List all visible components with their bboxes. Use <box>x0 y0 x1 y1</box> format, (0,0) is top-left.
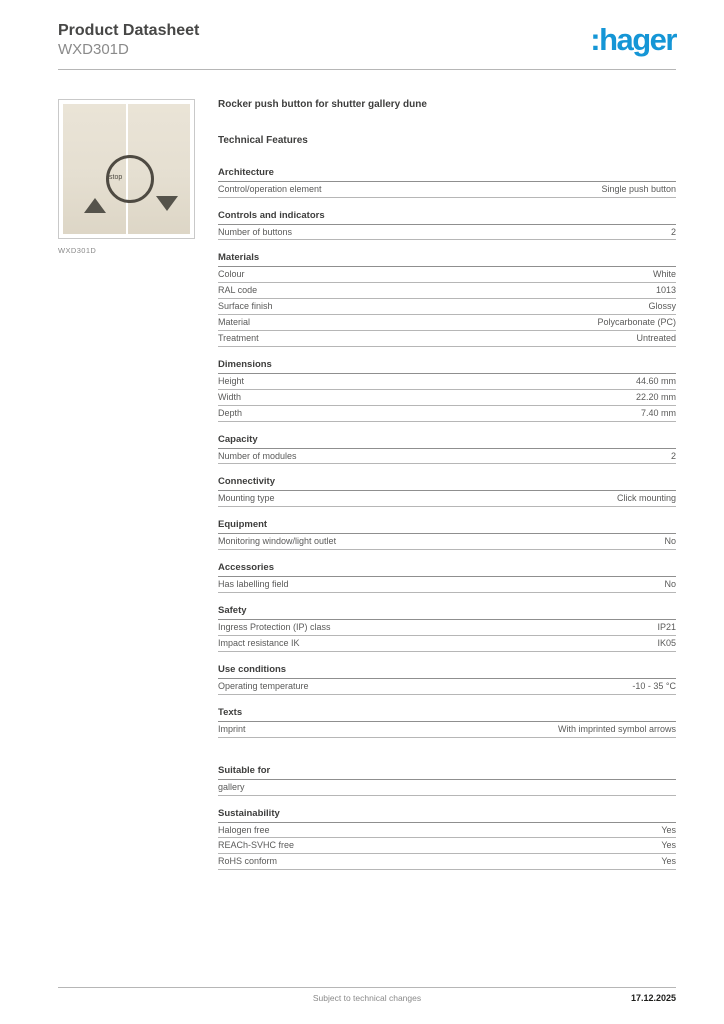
section-safety <box>218 605 676 652</box>
section-title: Materials <box>218 252 676 267</box>
spec-label: Number of buttons <box>218 226 293 237</box>
spec-label: Material <box>218 317 251 328</box>
spec-row <box>218 679 676 695</box>
spec-row <box>218 315 676 331</box>
spec-row <box>218 390 676 406</box>
spec-value: Untreated <box>636 332 676 343</box>
spec-row <box>218 182 676 198</box>
spec-label: gallery <box>218 781 245 792</box>
footer-note: Subject to technical changes <box>312 993 422 1003</box>
spec-label: Control/operation element <box>218 183 322 194</box>
section-title: Equipment <box>218 519 676 534</box>
spec-row <box>218 374 676 390</box>
section-capacity <box>218 434 676 465</box>
spec-label: Operating temperature <box>218 680 309 691</box>
spec-row <box>218 299 676 315</box>
technical-features-heading: Technical Features <box>218 134 308 146</box>
rocker-switch-graphic <box>63 104 190 234</box>
section-architecture <box>218 167 676 198</box>
arrow-down-icon <box>156 196 178 211</box>
section-title: Safety <box>218 605 676 620</box>
section-materials <box>218 252 676 346</box>
spec-value: 1013 <box>655 285 676 296</box>
spec-label: RoHS conform <box>218 856 278 867</box>
spec-label: Halogen free <box>218 824 270 835</box>
section-title: Controls and indicators <box>218 210 676 225</box>
spec-row <box>218 225 676 241</box>
spec-value: 22.20 mm <box>635 391 676 402</box>
section-connectivity <box>218 476 676 507</box>
spec-row <box>218 577 676 593</box>
page-header <box>0 0 724 59</box>
product-image <box>58 99 195 239</box>
section-dimensions <box>218 359 676 422</box>
footer-row <box>58 993 676 1004</box>
spec-row <box>218 854 676 870</box>
page-title: Product Datasheet <box>58 22 200 39</box>
stop-label: stop <box>109 173 123 181</box>
spec-label: Colour <box>218 269 245 280</box>
spec-value: Single push button <box>601 183 676 194</box>
spec-label: Height <box>218 375 245 386</box>
product-reference: WXD301D <box>58 41 129 59</box>
spec-row <box>218 331 676 347</box>
section-controls-and-indicators <box>218 210 676 241</box>
spec-value: 7.40 mm <box>640 407 676 418</box>
spec-value: 2 <box>670 226 676 237</box>
spec-value: Yes <box>661 856 676 867</box>
section-accessories <box>218 562 676 593</box>
section-title: Accessories <box>218 562 676 577</box>
page-footer <box>58 987 676 1004</box>
spec-value: -10 - 35 °C <box>632 680 676 691</box>
spec-value: 44.60 mm <box>635 375 676 386</box>
footer-divider <box>58 987 676 988</box>
section-title: Suitable for <box>218 765 676 780</box>
product-image-column <box>58 99 195 255</box>
spec-label: Depth <box>218 407 243 418</box>
spec-row <box>218 636 676 652</box>
spec-row <box>218 449 676 465</box>
spec-value: Polycarbonate (PC) <box>597 317 676 328</box>
spec-label: Ingress Protection (IP) class <box>218 622 331 633</box>
spec-value: Yes <box>661 840 676 851</box>
spec-value: IK05 <box>657 638 676 648</box>
content-area <box>0 70 724 883</box>
spec-label: Impact resistance IK <box>218 638 300 648</box>
spec-row <box>218 283 676 299</box>
spec-row <box>218 620 676 636</box>
spec-label: Treatment <box>218 332 259 343</box>
spec-row <box>218 838 676 854</box>
section-title: Architecture <box>218 167 676 182</box>
product-name: Rocker push button for shutter gallery dune <box>218 98 427 110</box>
spec-row <box>218 722 676 738</box>
section-use-conditions <box>218 664 676 695</box>
spec-row <box>218 267 676 283</box>
spec-row <box>218 491 676 507</box>
section-title: Sustainability <box>218 808 676 823</box>
image-caption: WXD301D <box>58 245 97 255</box>
spec-label: RAL code <box>218 285 258 296</box>
spec-label: Monitoring window/light outlet <box>218 536 337 547</box>
spec-label: Number of modules <box>218 450 297 461</box>
spec-row <box>218 534 676 550</box>
footer-date: 17.12.2025 <box>630 993 676 1003</box>
specs-column <box>218 99 676 883</box>
arrow-up-icon <box>84 198 106 213</box>
spec-row <box>218 823 676 839</box>
spec-label: Mounting type <box>218 493 275 504</box>
hager-logo: :hager <box>590 22 676 57</box>
spec-label: REACh-SVHC free <box>218 840 295 851</box>
spec-value: IP21 <box>657 622 676 633</box>
spec-value: Yes <box>661 824 676 835</box>
feature-sections <box>218 167 676 871</box>
header-titles <box>58 22 199 59</box>
spec-label: Imprint <box>218 723 246 734</box>
spec-row <box>218 780 676 796</box>
spec-value: With imprinted symbol arrows <box>557 723 676 734</box>
spec-value: White <box>652 269 676 280</box>
spec-value: No <box>664 579 676 590</box>
section-title: Dimensions <box>218 359 676 374</box>
spec-value: No <box>664 536 676 547</box>
section-texts <box>218 707 676 738</box>
section-suitable-for <box>218 765 676 796</box>
section-title: Texts <box>218 707 676 722</box>
section-equipment <box>218 519 676 550</box>
section-title: Connectivity <box>218 476 676 491</box>
section-title: Use conditions <box>218 664 676 679</box>
spec-label: Surface finish <box>218 301 273 312</box>
spec-label: Width <box>218 391 242 402</box>
spec-value: 2 <box>670 450 676 461</box>
section-sustainability <box>218 808 676 871</box>
spec-value: Click mounting <box>616 493 676 504</box>
spec-label: Has labelling field <box>218 579 289 590</box>
section-title: Capacity <box>218 434 676 449</box>
spec-value: Glossy <box>648 301 676 312</box>
spec-row <box>218 406 676 422</box>
